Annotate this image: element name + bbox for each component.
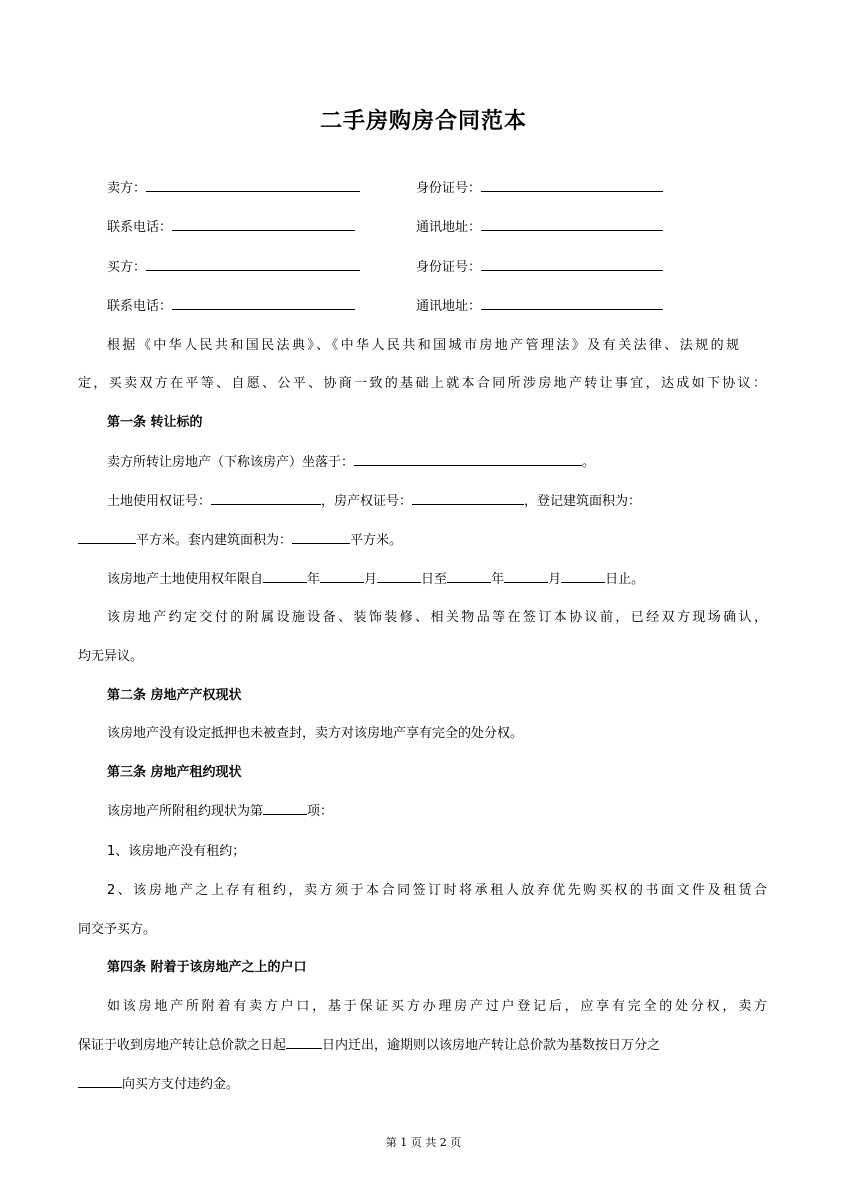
location-blank[interactable] [354,453,582,466]
article4-line-2 [78,1034,660,1053]
article4-line-1: 如该房地产所附着有卖方户口，基于保证买方办理房产过户登记后，应享有完全的处分权，卖方 [107,999,767,1014]
seller-id-label: 身份证号： [416,181,482,196]
term-day-to-text: 日至 [421,572,448,587]
seller-field [107,177,360,196]
article1-location [107,451,595,470]
seller-address-label: 通讯地址： [416,220,482,235]
term-label: 该房地产土地使用权年限自 [107,572,264,587]
article3-heading: 第三条 房地产租约现状 [107,765,242,780]
buyer-address-blank[interactable] [481,297,663,310]
registered-area-label: ，登记建筑面积为： [524,494,642,509]
buyer-phone-label: 联系电话： [107,299,173,314]
buyer-phone-field [107,295,355,314]
land-cert-label: 土地使用权证号： [107,494,212,509]
term-month-text: 月 [364,572,378,587]
intro-line-2: 定，买卖双方在平等、自愿、公平、协商一致的基础上就本合同所涉房地产转让事宜，达成如下协议： [78,376,766,391]
penalty-text: 向买方支付违约金。 [122,1077,240,1092]
article1-area [78,529,402,548]
buyer-id-field [416,256,663,275]
move-out-days-blank[interactable] [286,1036,322,1049]
article3-lease-status [107,800,333,819]
term-end-day-blank[interactable] [561,570,605,583]
term-month2-text: 月 [548,572,562,587]
buyer-address-field [416,295,663,314]
article4-heading: 第四条 附着于该房地产之上的户口 [107,960,307,975]
document-title: 二手房购房合同范本 [319,108,527,134]
article1-certificates [107,490,641,509]
article2-heading: 第二条 房地产产权现状 [107,688,242,703]
buyer-phone-blank[interactable] [172,297,355,310]
article1-term [107,568,644,587]
penalty-rate-label: 日内迁出，逾期则以该房地产转让总价款为基数按日万分之 [322,1038,661,1053]
page-footer: 第 1 页 共 2 页 [385,1136,462,1149]
term-start-year-blank[interactable] [263,570,307,583]
article4-line-3 [78,1073,239,1092]
seller-address-blank[interactable] [481,218,663,231]
seller-label: 卖方： [107,181,147,196]
term-year2-text: 年 [491,572,505,587]
article2-text: 该房地产没有设定抵押也未被查封，卖方对该房地产享有完全的处分权。 [107,726,524,741]
property-cert-label: ，房产权证号： [321,494,413,509]
term-start-day-blank[interactable] [377,570,421,583]
seller-id-field [416,177,663,196]
term-end-month-blank[interactable] [504,570,548,583]
seller-id-blank[interactable] [481,179,663,192]
seller-blank[interactable] [146,179,360,192]
property-cert-blank[interactable] [412,492,524,505]
location-label: 卖方所转让房地产（下称该房产）坐落于： [107,455,355,470]
buyer-blank[interactable] [146,258,360,271]
inner-area-label: 平方米。套内建筑面积为： [136,533,293,548]
penalty-rate-blank[interactable] [78,1075,122,1088]
term-end-text: 日止。 [605,572,645,587]
article1-fixtures-line-1: 该房地产约定交付的附属设施设备、装饰装修、相关物品等在签订本协议前，已经双方现场确认， [107,610,767,625]
article1-fixtures-line-2: 均无异议。 [78,649,144,664]
article3-item-2-line-1: 2、该房地产之上存有租约，卖方须于本合同签订时将承租人放弃优先购买权的书面文件及租赁合 [107,883,767,898]
buyer-id-label: 身份证号： [416,260,482,275]
seller-phone-label: 联系电话： [107,220,173,235]
buyer-field [107,256,360,275]
term-year-text: 年 [307,572,321,587]
registered-area-blank[interactable] [78,531,136,544]
term-start-month-blank[interactable] [320,570,364,583]
lease-option-blank[interactable] [263,802,307,815]
lease-status-end: 项： [307,804,334,819]
land-cert-blank[interactable] [211,492,321,505]
article3-item-2-line-2: 同交予买方。 [78,922,157,937]
article3-item-1: 1、该房地产没有租约； [107,844,246,859]
move-out-label: 保证于收到房地产转让总价款之日起 [78,1038,287,1053]
inner-area-blank[interactable] [292,531,350,544]
seller-address-field [416,216,663,235]
intro-line-1: 根据《中华人民共和国民法典》、《中华人民共和国城市房地产管理法》及有关法律、法规的规 [107,338,739,353]
buyer-id-blank[interactable] [481,258,663,271]
inner-area-unit: 平方米。 [350,533,403,548]
buyer-address-label: 通讯地址： [416,299,482,314]
location-end: 。 [582,455,596,470]
term-end-year-blank[interactable] [447,570,491,583]
buyer-label: 买方： [107,260,147,275]
article1-heading: 第一条 转让标的 [107,415,203,430]
seller-phone-field [107,216,355,235]
seller-phone-blank[interactable] [172,218,355,231]
lease-status-label: 该房地产所附租约现状为第 [107,804,264,819]
